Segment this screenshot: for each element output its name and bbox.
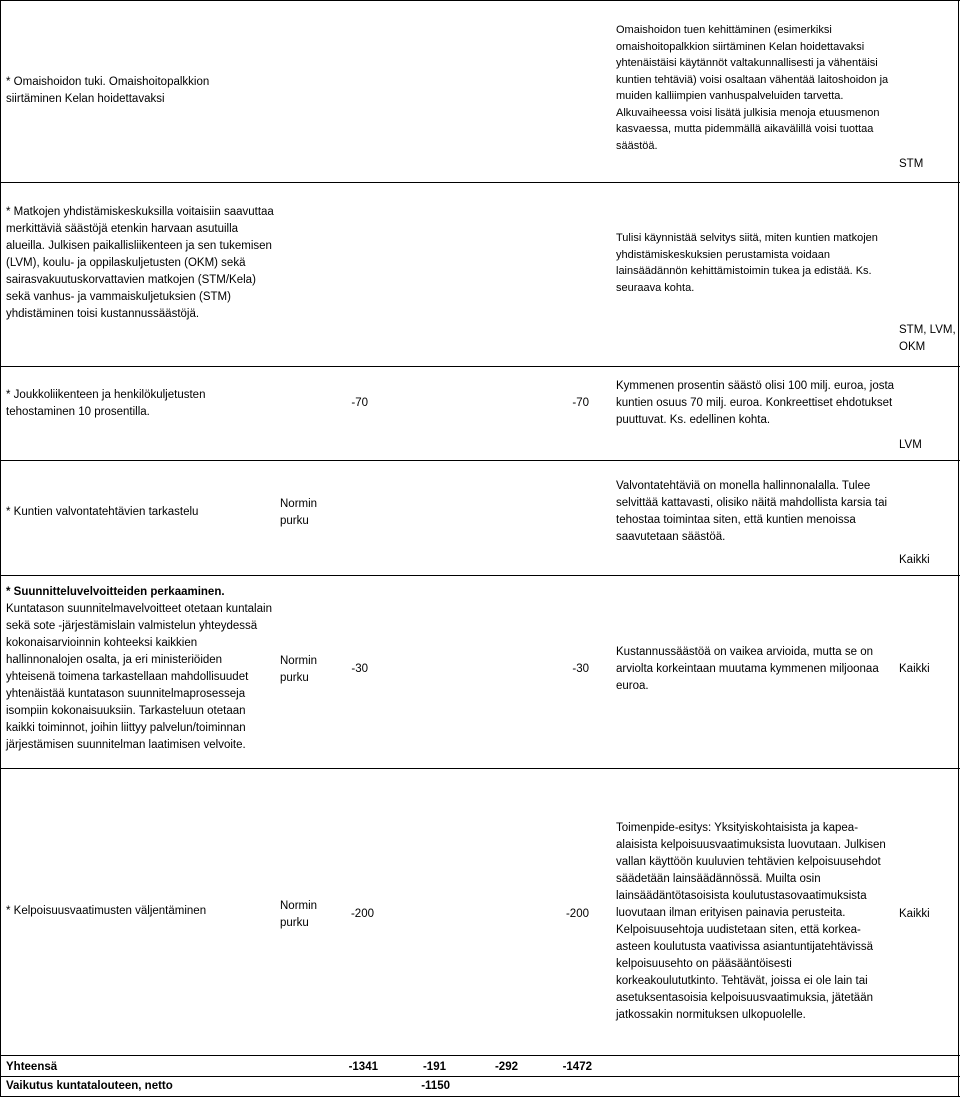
net-label: Vaikutus kuntatalouteen, netto bbox=[6, 1080, 173, 1092]
measure-text: Kuntatason suunnitelmavelvoitteet otetaan kuntalain sekä sote -järjestämislain valmistelun yhteydessä kokonaisarvioinnin kohteeksi kaikkien hallinnonalojen osalta, ja eri ministeriöiden yhteisenä toimena tarkastellaan mahdollisuudet yhtenäistää kuntatason suunnitelmaprosesseja isompiin kokonaisuuksiin. Tarkasteluun otetaan kaikki toiminnot, joihin liittyy palvelun/toiminnan järjestämisen suunnitelman laatimisen velvoite. bbox=[6, 603, 272, 751]
value-col4: -70 bbox=[572, 397, 589, 409]
ministry-label: LVM bbox=[899, 439, 922, 451]
measure-cell: * Matkojen yhdistämiskeskuksilla voitaisiin saavuttaa merkittäviä säästöjä etenkin harvaan asutuilla alueilla. Julkisen paikallisliikenteen ja sen tukemisen (LVM), koulu- ja oppilaskuljetusten (OKM) sekä sairasvakuutuskorvattavien matkojen (STM/Kela) sekä vanhus- ja vammaiskuljetuksien (STM) yhdistäminen toisi kustannussäästöjä. bbox=[6, 206, 274, 320]
totals-value: -191 bbox=[422, 1061, 446, 1073]
description-cell bbox=[616, 230, 891, 296]
description-cell bbox=[616, 820, 894, 1024]
measure-text: * Kelpoisuusvaatimusten väljentäminen bbox=[6, 905, 207, 917]
value-col1: -70 bbox=[351, 397, 368, 409]
table-left-border bbox=[0, 0, 1, 1097]
description-cell bbox=[616, 478, 896, 546]
description-text: Omaishoidon tuen kehittäminen (esimerkiksi omaishoitopalkkion siirtäminen Kelan hoidettavaksi yhtenäistäisi käytännöt valtakunnallisesti ja vähentäisi kuntien tehtäviä) voisi osaltaan vähentää laitoshoidon ja muiden kalliimpien vanhuspalveluiden tarvetta. bbox=[616, 24, 889, 102]
measure-cell bbox=[6, 768, 266, 1055]
totals-value: -292 bbox=[494, 1061, 518, 1073]
row-divider bbox=[0, 1076, 960, 1077]
description-text: Toimenpide-esitys: Yksityiskohtaisista ja kapea-alaisista kelpoisuusvaatimuksista luovutaan. Julkisen vallan käyttöön kuuluvien tehtävien kelpoisuusehdot säädetään lainsäädännössä. Muilta osin lainsäädäntötasoisista koulutustasovaatimuksista luovutaan ilman erityisen painavia perusteita. bbox=[616, 822, 886, 919]
measure-cell bbox=[6, 460, 266, 565]
description-text: Kymmenen prosentin säästö olisi 100 milj. euroa, josta kuntien osuus 70 milj. euroa. Konkreettiset ehdotukset puuttuvat. Ks. edellinen kohta. bbox=[616, 380, 895, 426]
measure-text: * Omaishoidon tuki. Omaishoitopalkkion siirtäminen Kelan hoidettavaksi bbox=[6, 76, 210, 105]
totals-value: -1341 bbox=[348, 1061, 378, 1073]
type-label: Normin purku bbox=[280, 900, 318, 929]
row-divider bbox=[0, 575, 960, 576]
type-label: Normin purku bbox=[280, 655, 318, 684]
measure-cell bbox=[6, 366, 256, 441]
value-col4: -200 bbox=[565, 908, 589, 920]
type-label: Normin purku bbox=[280, 498, 318, 527]
description-cell bbox=[616, 22, 896, 154]
totals-label: Yhteensä bbox=[6, 1061, 58, 1073]
net-value: -1150 bbox=[421, 1080, 450, 1092]
ministry-label: Kaikki bbox=[899, 908, 930, 920]
totals-value: -1472 bbox=[562, 1061, 592, 1073]
description-text: Kelpoisuusehtoja uudistetaan siten, että korkea-asteen koulutusta vaativissa asiantuntijatehtävissä kelpoisuusehto on pääsääntöisesti korkeakoulututkinto. Tehtävät, joissa ei ole lain tai asetuksentasoisia kelpoisuusvaatimuksia, jätetään jatkossakin normituksen ulkopuolelle. bbox=[616, 924, 873, 1021]
measure-text: * Joukkoliikenteen ja henkilökuljetusten tehostaminen 10 prosentilla. bbox=[6, 388, 206, 418]
measure-title: * Suunnitteluvelvoitteiden perkaaminen. bbox=[6, 586, 225, 598]
table-right-border bbox=[958, 0, 959, 1097]
row-divider bbox=[0, 1055, 960, 1056]
description-text: Tulisi käynnistää selvitys siitä, miten kuntien matkojen yhdistämiskeskuksien perustamista voidaan lainsäädännön kehittämistoimin tukea ja edistää. Ks. seuraava kohta. bbox=[616, 232, 878, 294]
row-divider bbox=[0, 1096, 960, 1097]
value-col1: -30 bbox=[351, 663, 368, 675]
value-col1: -200 bbox=[350, 908, 374, 920]
description-text: Alkuvaiheessa voisi lisätä julkisia menoja etuusmenon kasvaessa, mutta pidemmällä aikavälillä voisi tuottaa säästöä. bbox=[616, 106, 880, 152]
description-text: Valvontatehtäviä on monella hallinnonalalla. Tulee selvittää kattavasti, olisiko näitä mahdollista karsia tai tehostaa toimintaa siten, että kuntien menoissa saavutetaan säästöä. bbox=[616, 480, 888, 543]
measure-text: * Kuntien valvontatehtävien tarkastelu bbox=[6, 506, 199, 518]
value-col4: -30 bbox=[572, 663, 589, 675]
measure-cell bbox=[6, 584, 274, 754]
ministry-label: Kaikki bbox=[899, 554, 930, 566]
ministry-label: Kaikki bbox=[899, 663, 930, 675]
description-text: Kustannussäästöä on vaikea arvioida, mutta se on arviolta korkeintaan muutama kymmenen miljoonaa euroa. bbox=[616, 646, 879, 692]
description-cell bbox=[616, 378, 896, 429]
ministry-label: STM bbox=[899, 158, 924, 170]
description-cell bbox=[616, 644, 888, 695]
measure-cell bbox=[6, 0, 261, 182]
ministry-label: STM, LVM, OKM bbox=[899, 324, 956, 353]
row-divider bbox=[0, 182, 960, 183]
